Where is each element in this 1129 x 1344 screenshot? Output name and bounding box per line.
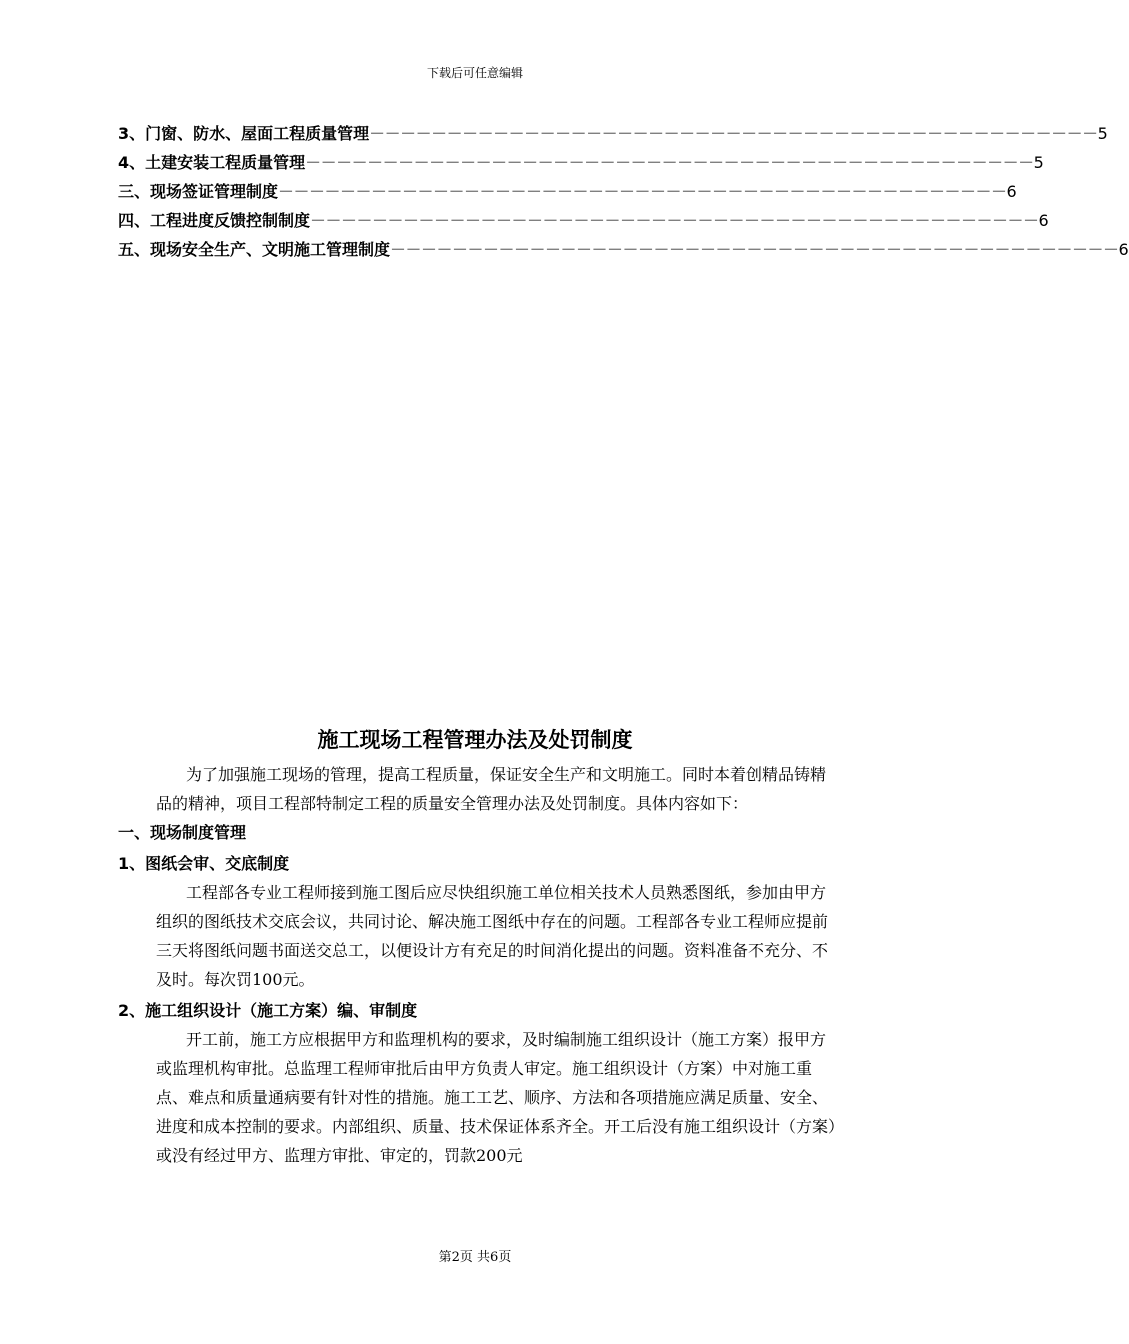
toc-entry-page: 6 (1038, 211, 1049, 230)
toc-entry[interactable] (118, 179, 1017, 208)
toc-entry[interactable] (118, 237, 1129, 266)
toc-entry-page: 5 (1033, 153, 1044, 172)
toc-entry-label: 四、工程进度反馈控制制度 (118, 211, 311, 230)
toc-leader: －－－－－－－－－－－－－－－－－－－－－－－－－－－－－－－－－－－－－－－－－－－－－－－ (369, 124, 1098, 143)
toc-entry[interactable] (118, 121, 1108, 150)
toc-entry-page: 6 (1006, 182, 1017, 201)
subsection-heading: 1、图纸会审、交底制度 (118, 854, 290, 873)
subsection-heading: 2、施工组织设计（施工方案）编、审制度 (118, 1001, 418, 1020)
toc-entry-label: 4、土建安装工程质量管理 (118, 153, 306, 172)
toc-entry-page: 5 (1097, 124, 1108, 143)
table-of-contents (118, 121, 1129, 266)
subsection-paragraph: 工程部各专业工程师接到施工图后应尽快组织施工单位相关技术人员熟悉图纸，参加由甲方组织的图纸技术交底会议，共同讨论、解决施工图纸中存在的问题。工程部各专业工程师应提前三天将图纸问题书面送交总工，以便设计方有充足的时间消化提出的问题。资料准备不充分、不及时。每次罚100元。 (156, 883, 829, 989)
page-header-note: 下载后可任意编辑 (426, 66, 523, 80)
section-heading: 一、现场制度管理 (118, 823, 247, 842)
page-footer: 第2页 共6页 (438, 1250, 512, 1265)
document-title: 施工现场工程管理办法及处罚制度 (317, 728, 633, 752)
toc-entry[interactable] (118, 208, 1049, 237)
intro-paragraph: 为了加强施工现场的管理，提高工程质量，保证安全生产和文明施工。同时本着创精品铸精品的精神，项目工程部特制定工程的质量安全管理办法及处罚制度。具体内容如下： (156, 765, 827, 813)
subsection-paragraph: 开工前，施工方应根据甲方和监理机构的要求，及时编制施工组织设计（施工方案）报甲方或监理机构审批。总监理工程师审批后由甲方负责人审定。施工组织设计（方案）中对施工重点、难点和质量通病要有针对性的措施。施工工艺、顺序、方法和各项措施应满足质量、安全、进度和成本控制的要求。内部组织、质量、技术保证体系齐全。开工后没有施工组织设计（方案）或没有经过甲方、监理方审批、审定的，罚款200元 (156, 1030, 837, 1165)
toc-leader: －－－－－－－－－－－－－－－－－－－－－－－－－－－－－－－－－－－－－－－－－－－－－－－ (390, 240, 1119, 259)
toc-leader: －－－－－－－－－－－－－－－－－－－－－－－－－－－－－－－－－－－－－－－－－－－－－－－ (278, 182, 1007, 201)
toc-leader: －－－－－－－－－－－－－－－－－－－－－－－－－－－－－－－－－－－－－－－－－－－－－－－ (310, 211, 1039, 230)
toc-entry-label: 3、门窗、防水、屋面工程质量管理 (118, 124, 370, 143)
document-body (118, 760, 838, 1170)
toc-entry-label: 五、现场安全生产、文明施工管理制度 (118, 240, 391, 259)
toc-entry-page: 6 (1118, 240, 1129, 259)
toc-entry-label: 三、现场签证管理制度 (118, 182, 279, 201)
toc-entry[interactable] (118, 150, 1044, 179)
toc-leader: －－－－－－－－－－－－－－－－－－－－－－－－－－－－－－－－－－－－－－－－－－－－－－－ (305, 153, 1034, 172)
